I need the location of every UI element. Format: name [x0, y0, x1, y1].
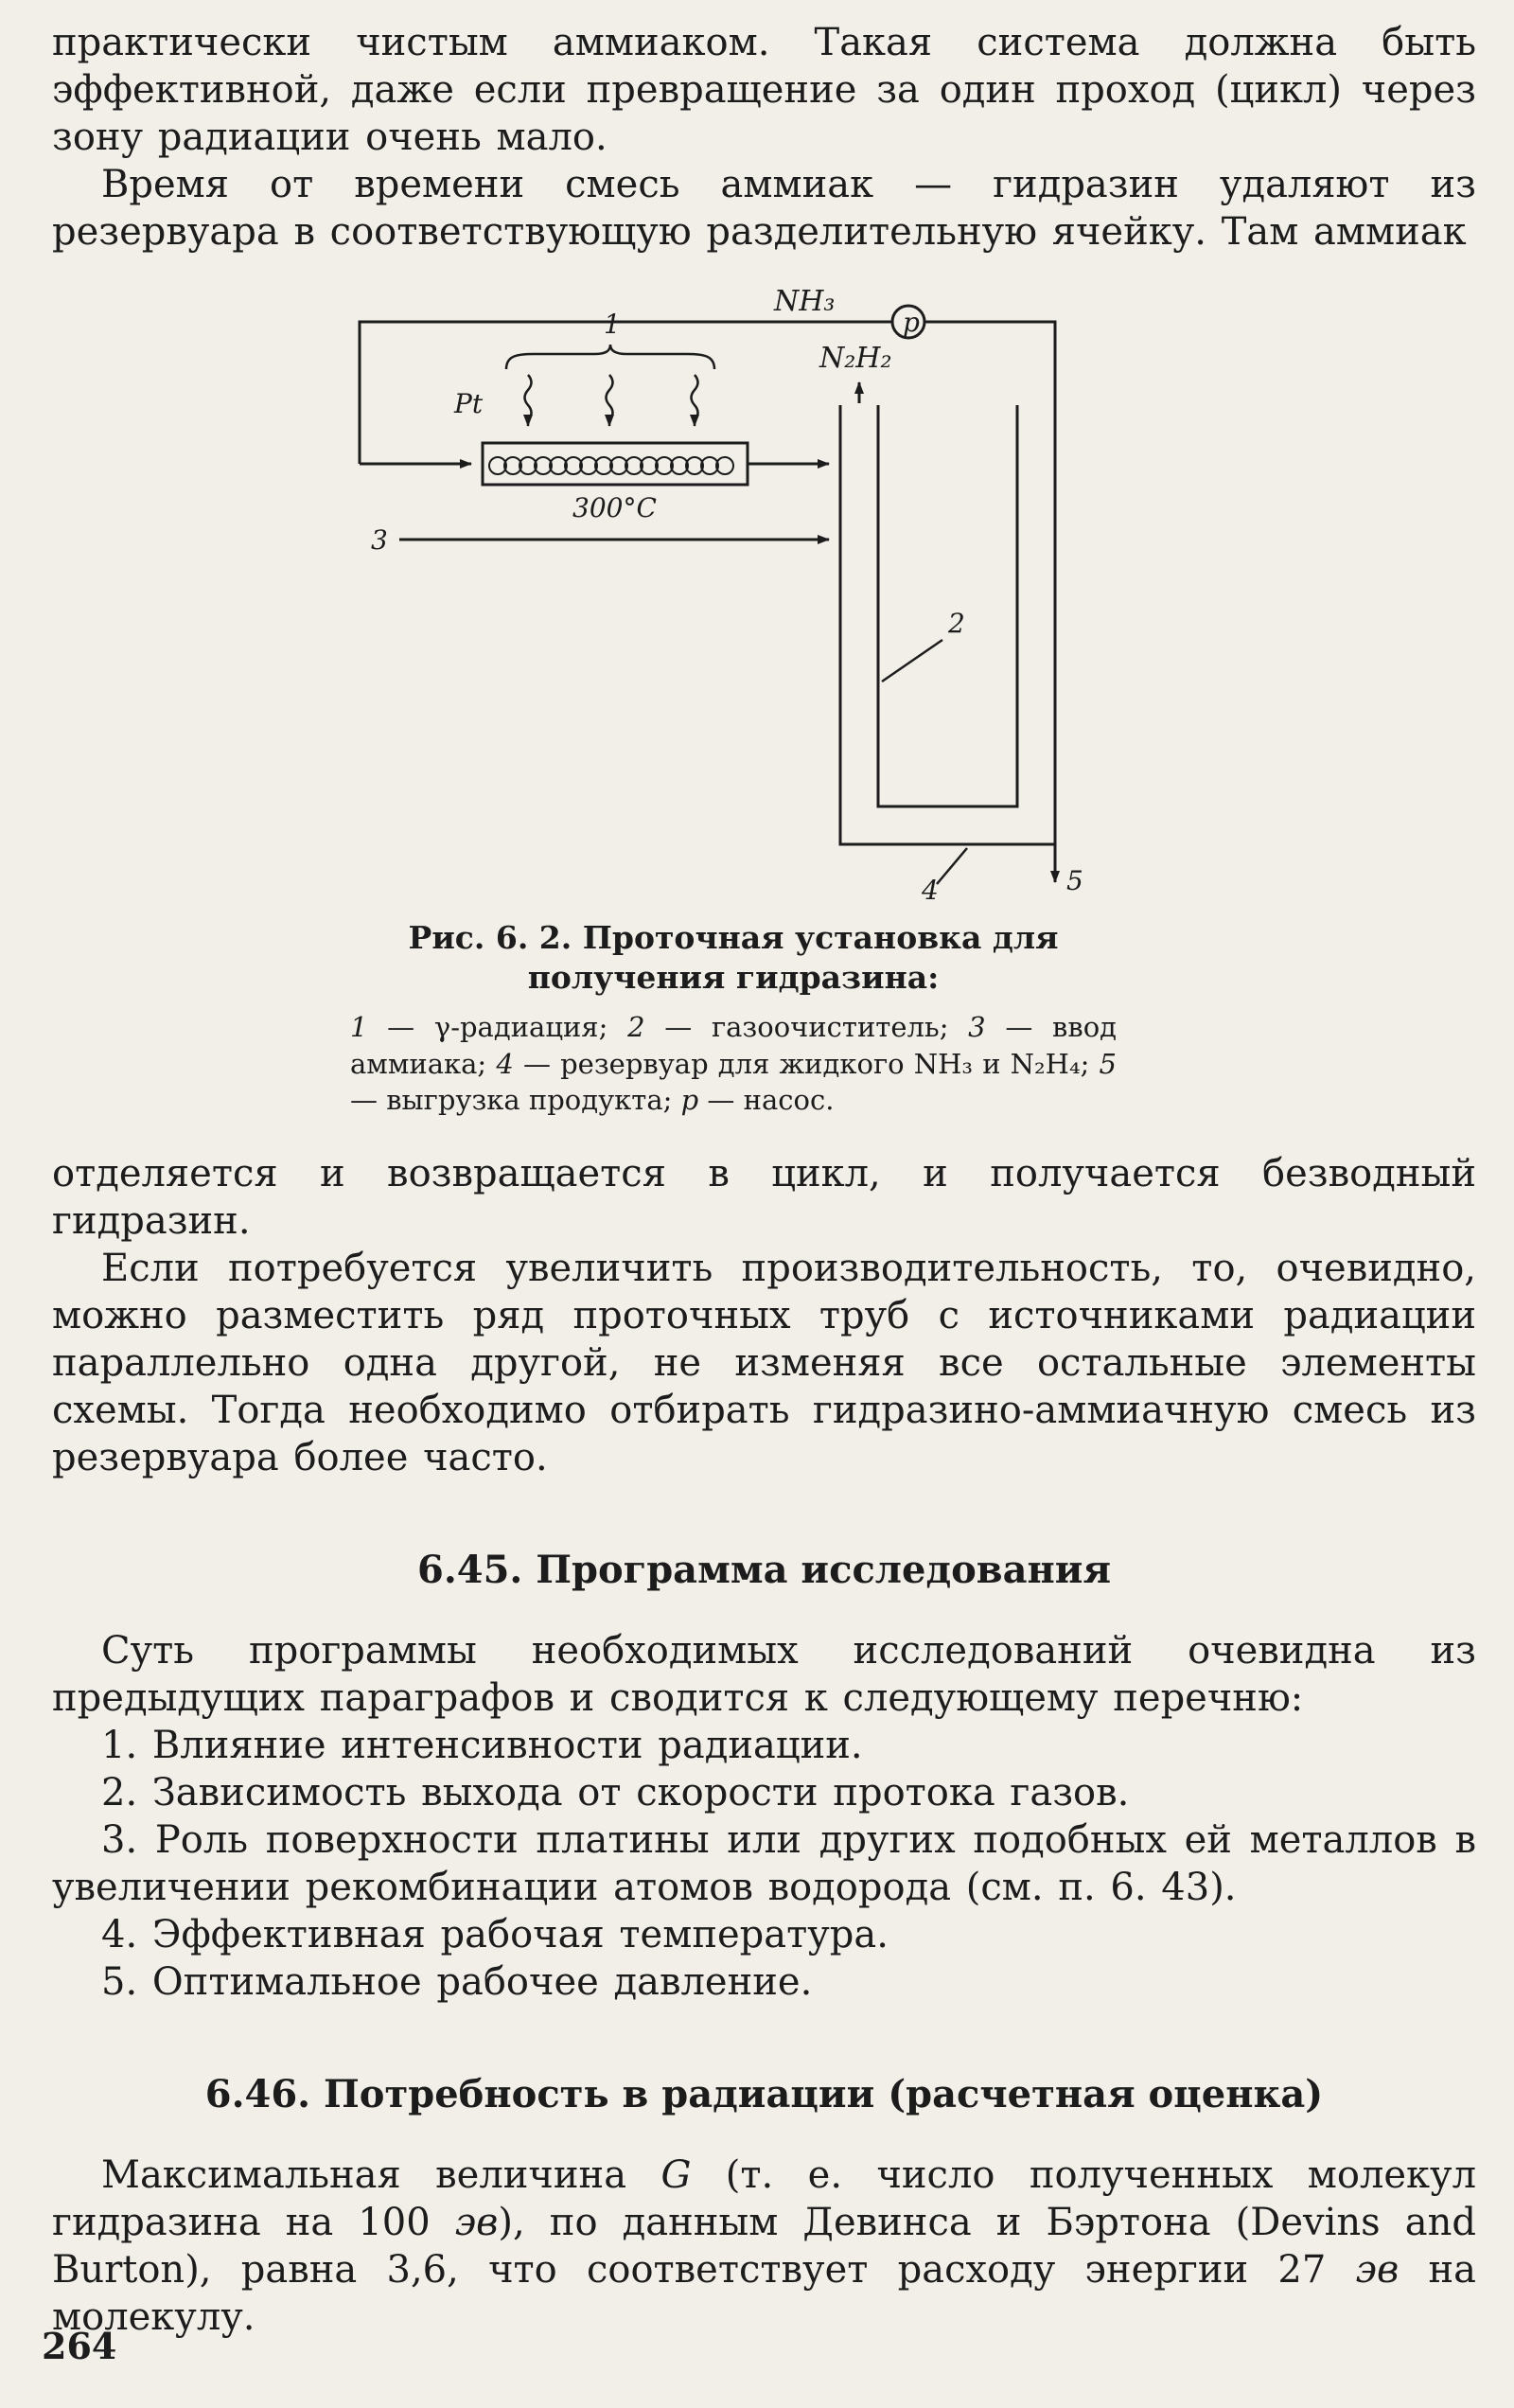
pump-label: p [903, 307, 920, 338]
callout-4-label: 4 [922, 875, 939, 906]
list-item: 5. Оптимальное рабочее давление. [101, 1960, 813, 2005]
reaction-tube [483, 443, 748, 485]
gamma-radiation-arrows [525, 375, 698, 426]
callout-2-leader [882, 640, 942, 682]
paragraph: практически чистым аммиаком. Такая система должна быть эффективной, даже если превращение за один проход (цикл) через зону радиации очень мало. [52, 21, 1476, 159]
list-item: 4. Эффективная рабочая температура. [101, 1913, 889, 1957]
list-item: 2. Зависимость выхода от скорости протока газов. [101, 1771, 1130, 1815]
paragraph: отделяется и возвращается в цикл, и получается безводный гидразин. [52, 1152, 1476, 1244]
research-program-list [52, 1722, 1476, 2006]
pt-label: Pt [454, 388, 484, 419]
callout-1-label: 1 [604, 309, 621, 340]
callout-3-label: 3 [371, 524, 388, 556]
vessel-inner-wall [878, 405, 1017, 806]
list-item: 1. Влияние интенсивности радиации. [101, 1724, 863, 1768]
figure-6-2 [350, 284, 1117, 1118]
n2h2-label: N₂H₂ [819, 342, 892, 375]
section-heading-646: 6.46. Потребность в радиации (расчетная оценка) [204, 2072, 1324, 2117]
temperature-label: 300°C [572, 492, 657, 523]
page-number: 264 [42, 2325, 117, 2367]
section-heading-645: 6.45. Программа исследования [416, 1548, 1111, 1593]
paragraph: Суть программы необходимых исследований очевидна из предыдущих параграфов и сводится к следующему перечню: [52, 1629, 1476, 1721]
callout-5-label: 5 [1066, 865, 1083, 896]
flow-apparatus-diagram [350, 284, 1117, 909]
paragraph: Максимальная величина G (т. е. число полученных молекул гидразина на 100 эв), по данным Девинса и Бэртона (Devins and Burton), равна 3,6, что соответствует расходу энергии 27 эв на молекулу. [52, 2153, 1477, 2340]
figure-caption-title: Рис. 6. 2. Проточная установка для получения гидразина: [408, 919, 1059, 997]
callout-2-label: 2 [948, 608, 965, 639]
callout-4-leader [937, 848, 967, 884]
paragraph: Время от времени смесь аммиак — гидразин удаляют из резервуара в соответствующую разделительную ячейку. Там аммиак [52, 163, 1476, 254]
figure-caption-legend: 1 — γ-радиация; 2 — газоочиститель; 3 — ввод аммиака; 4 — резервуар для жидкого NH₃ и N₂H₄; 5 — выгрузка продукта; p — насос. [350, 1011, 1118, 1116]
list-item: 3. Роль поверхности платины или других подобных ей металлов в увеличении рекомбинации атомов водорода (см. п. 6. 43). [52, 1818, 1476, 1910]
radiation-zone-brace [506, 345, 714, 369]
heater-coil [489, 457, 733, 474]
nh3-label: NH₃ [774, 285, 836, 318]
paragraph: Если потребуется увеличить производительность, то, очевидно, можно разместить ряд проточных труб с источниками радиации параллельно одна другой, не изменяя все остальные элементы схемы. Тогда необходимо отбирать гидразино-аммиачную смесь из резервуара более часто. [52, 1247, 1476, 1480]
